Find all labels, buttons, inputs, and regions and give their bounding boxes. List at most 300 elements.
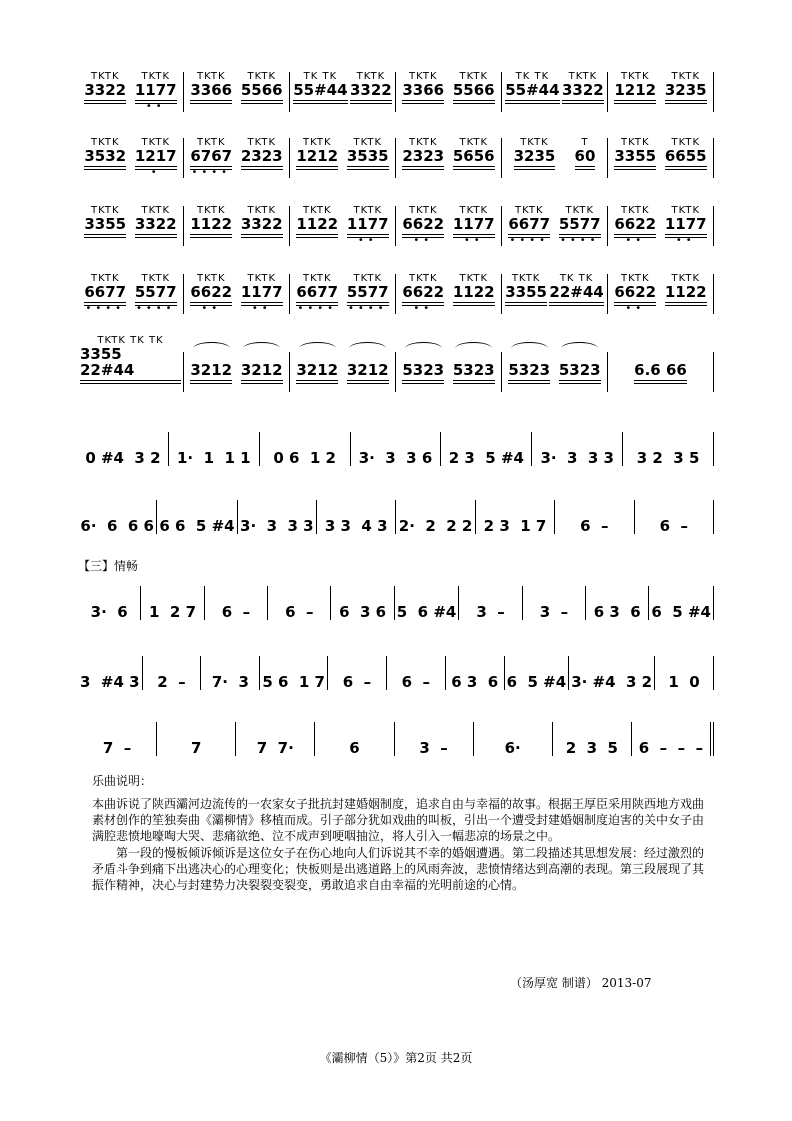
note-group	[665, 138, 707, 178]
note-numbers: 3355 22#44	[80, 345, 135, 379]
measure	[157, 500, 237, 534]
measure	[78, 500, 157, 534]
measure	[441, 432, 532, 466]
note-numbers: 7	[190, 739, 202, 757]
section-title: 【三】情畅	[78, 559, 139, 573]
measure	[205, 586, 268, 620]
note-group	[402, 274, 444, 314]
beam-line	[350, 101, 392, 104]
melody-row	[78, 722, 714, 756]
tonguing-label: TKTK	[565, 205, 595, 216]
beam-line	[190, 101, 232, 104]
note-group	[575, 138, 596, 178]
octave-dots: ••	[145, 101, 166, 112]
measure	[78, 274, 184, 314]
note-numbers: 1122	[664, 283, 707, 301]
note-group	[190, 274, 232, 314]
beam-line	[402, 167, 444, 170]
measure	[474, 722, 553, 756]
note-numbers: 5323	[452, 361, 495, 379]
beam-line	[241, 235, 283, 238]
tonguing-label: TKTK	[141, 205, 171, 216]
tonguing-label: TKTK	[408, 137, 438, 148]
beam-line	[559, 381, 601, 384]
tonguing-label: TKTK	[90, 137, 120, 148]
melody-row	[78, 656, 714, 690]
tonguing-label: TKTK	[302, 137, 332, 148]
tonguing-label: TKTK	[302, 273, 332, 284]
octave-dots: ••••	[509, 235, 550, 246]
note-numbers: 60	[574, 147, 596, 165]
beam-line	[190, 235, 232, 238]
note-group	[562, 72, 604, 112]
beam-line	[402, 381, 444, 384]
note-numbers: 2 3 5 #4	[448, 449, 524, 467]
beam-line	[505, 303, 547, 306]
note-numbers: 3212	[190, 361, 233, 379]
tonguing-label: TKTK	[459, 137, 489, 148]
arranger-credit: （汤厚宽 制谱） 2013-07	[510, 976, 652, 990]
note-group	[453, 72, 495, 112]
tonguing-label: TKTK	[671, 273, 701, 284]
note-numbers: 3322	[562, 81, 604, 99]
beam-line	[84, 235, 126, 238]
note-numbers: 6 –	[342, 673, 372, 691]
tonguing-label: TKTK	[90, 205, 120, 216]
note-group	[453, 274, 495, 314]
octave-dots: ••	[201, 303, 222, 314]
note-numbers: 1177	[240, 283, 283, 301]
note-group	[508, 206, 550, 246]
note-numbers: 6·	[504, 739, 521, 757]
octave-dots: ••	[357, 235, 378, 246]
tonguing-label: TKTK	[511, 273, 541, 284]
note-group	[84, 72, 126, 112]
beam-line	[293, 101, 347, 104]
notes-heading: 乐曲说明：	[92, 774, 153, 788]
tonguing-label: TKTK	[302, 205, 332, 216]
slur	[511, 342, 548, 355]
tonguing-label: TKTK	[514, 205, 544, 216]
note-numbers: 5566	[452, 81, 495, 99]
measure	[608, 274, 714, 314]
note-numbers: 6655	[664, 147, 707, 165]
octave-dots: ••••	[347, 303, 388, 314]
note-numbers: 7· 3	[211, 673, 249, 691]
tonguing-label: TKTK	[459, 71, 489, 82]
note-group	[402, 206, 444, 246]
measure	[502, 138, 608, 178]
note-numbers: 3· #4 3 2	[571, 673, 653, 691]
tonguing-label: TKTK	[196, 71, 226, 82]
notes-paragraph-1: 本曲诉说了陕西灞河边流传的一农家女子批抗封建婚姻制度，追求自由与幸福的故事。根据王厚臣采用陕西地方戏曲素材创作的笙独奏曲《灞柳情》移植而成。引子部分犹如戏曲的叫板，引出一个遭受封建婚姻制度迫害的关中女子由满腔悲愤地嚎啕大哭、悲痛欲绝、泣不成声到哽咽抽泣，将人引入一幅悲凉的场景之中。	[92, 797, 705, 843]
note-group	[402, 138, 444, 178]
note-group	[505, 72, 559, 112]
tonguing-label: TKTK	[671, 137, 701, 148]
note-numbers: 7 7·	[256, 739, 294, 757]
note-numbers: 0 6 1 2	[273, 449, 336, 467]
note-numbers: 3· 3 3 3	[240, 517, 314, 535]
note-numbers: 3· 3 3 6	[358, 449, 433, 467]
beam-line	[296, 235, 338, 238]
tonguing-label: TKTK	[196, 273, 226, 284]
note-numbers: 5566	[240, 81, 283, 99]
octave-dots: ••	[413, 303, 434, 314]
tonguing-label: TKTK TK TK	[97, 335, 164, 346]
tonguing-label: TKTK	[459, 205, 489, 216]
note-group	[190, 138, 232, 178]
note-numbers: 1122	[452, 283, 495, 301]
note-group	[135, 138, 177, 178]
measure	[184, 274, 290, 314]
measure	[78, 335, 184, 392]
measure	[143, 656, 202, 690]
note-group	[614, 138, 656, 178]
note-group	[296, 206, 338, 246]
measure	[290, 72, 396, 112]
beam-line	[634, 381, 687, 384]
note-numbers: 5323	[558, 361, 601, 379]
tonguing-label: TKTK	[196, 205, 226, 216]
tonguing-label: TKTK	[247, 71, 277, 82]
beam-line	[84, 167, 126, 170]
measure	[290, 206, 396, 246]
measure	[395, 586, 460, 620]
note-numbers: 6622	[402, 215, 445, 233]
note-numbers: 1177	[346, 215, 389, 233]
note-group	[508, 352, 550, 392]
beam-line	[453, 381, 495, 384]
note-numbers: 6 5 #4	[651, 603, 711, 621]
beam-line	[347, 167, 389, 170]
measure	[260, 432, 351, 466]
measure	[78, 432, 169, 466]
measure	[78, 206, 184, 246]
tonguing-label: TKTK	[247, 137, 277, 148]
note-numbers: 2 –	[157, 673, 186, 691]
note-group	[453, 206, 495, 246]
measure	[608, 206, 714, 246]
note-numbers: 3366	[190, 81, 233, 99]
octave-dots: •	[150, 167, 161, 178]
note-numbers: 6677	[84, 283, 127, 301]
tonguing-label: TKTK	[408, 205, 438, 216]
measure	[553, 722, 632, 756]
beam-line	[453, 303, 495, 306]
beam-line	[296, 167, 338, 170]
measure	[184, 352, 290, 392]
note-numbers: 6767	[190, 147, 233, 165]
note-numbers: 2323	[240, 147, 283, 165]
note-numbers: 3355	[84, 215, 127, 233]
melody-row	[78, 586, 714, 620]
measure	[351, 432, 442, 466]
slur	[349, 342, 386, 355]
note-numbers: 5323	[402, 361, 445, 379]
beam-line	[402, 101, 444, 104]
tk-row	[78, 335, 714, 392]
tonguing-label: TKTK	[247, 273, 277, 284]
note-numbers: 6622	[614, 283, 657, 301]
tonguing-label: TKTK	[620, 205, 650, 216]
tk-row	[78, 206, 714, 246]
tonguing-label: TKTK	[356, 71, 386, 82]
note-numbers: 1 2 7	[149, 603, 197, 621]
slur	[561, 342, 598, 355]
measure	[78, 656, 143, 690]
measure	[635, 500, 714, 534]
measure	[387, 656, 446, 690]
note-numbers: 5 6 #4	[396, 603, 457, 621]
measure	[238, 500, 317, 534]
measure	[268, 586, 331, 620]
measure	[532, 432, 623, 466]
note-group	[559, 352, 601, 392]
note-group	[241, 72, 283, 112]
note-numbers: 3535	[346, 147, 389, 165]
note-numbers: 5577	[558, 215, 601, 233]
beam-line	[614, 167, 656, 170]
beam-line	[562, 101, 604, 104]
note-group	[347, 274, 389, 314]
tonguing-label: TKTK	[141, 137, 171, 148]
note-numbers: 2 3 5	[565, 739, 618, 757]
octave-dots: ••	[625, 303, 646, 314]
note-group	[296, 138, 338, 178]
note-numbers: 7 –	[102, 739, 132, 757]
melody-row	[78, 500, 714, 534]
measure	[184, 206, 290, 246]
melody-row	[78, 432, 714, 466]
measure	[446, 656, 505, 690]
note-numbers: 3322	[84, 81, 127, 99]
measure	[78, 138, 184, 178]
tonguing-label: TKTK	[620, 273, 650, 284]
measure	[328, 656, 387, 690]
note-numbers: 2· 2 2 2	[398, 517, 473, 535]
tonguing-label: TKTK	[408, 71, 438, 82]
slur	[299, 342, 336, 355]
measure	[502, 352, 608, 392]
note-group	[402, 72, 444, 112]
measure	[396, 500, 475, 534]
note-numbers: 3322	[134, 215, 177, 233]
measure	[608, 352, 714, 392]
note-numbers: 55#44	[505, 81, 560, 99]
tk-row	[78, 72, 714, 112]
octave-dots: ••	[251, 303, 272, 314]
note-numbers: 5323	[508, 361, 551, 379]
note-numbers: 6622	[402, 283, 445, 301]
note-group	[402, 352, 444, 392]
measure	[396, 206, 502, 246]
note-group	[84, 274, 126, 314]
note-group	[634, 352, 687, 392]
measure	[569, 656, 655, 690]
note-group	[453, 138, 495, 178]
octave-dots: ••	[463, 235, 484, 246]
note-group	[559, 206, 601, 246]
tonguing-label: TKTK	[408, 273, 438, 284]
note-numbers: 3 –	[476, 603, 505, 621]
beam-line	[241, 101, 283, 104]
note-numbers: 1217	[134, 147, 177, 165]
note-numbers: 6 –	[221, 603, 251, 621]
tonguing-label: TKTK	[247, 205, 277, 216]
measure	[396, 72, 502, 112]
note-numbers: 6 5 #4	[506, 673, 567, 691]
beam-line	[190, 381, 232, 384]
note-numbers: 1212	[296, 147, 339, 165]
measure	[502, 274, 608, 314]
octave-dots: ••	[675, 235, 696, 246]
tk-row	[78, 138, 714, 178]
measure	[236, 722, 315, 756]
tonguing-label: TKTK	[141, 273, 171, 284]
measure	[623, 432, 714, 466]
tonguing-label: TKTK	[459, 273, 489, 284]
note-group	[80, 336, 181, 392]
tonguing-label: TKTK	[90, 273, 120, 284]
octave-dots: ••••	[559, 235, 600, 246]
note-group	[350, 72, 392, 112]
tonguing-label: TKTK	[620, 137, 650, 148]
note-numbers: 6 –	[659, 517, 688, 535]
measure	[201, 656, 260, 690]
note-numbers: 3212	[296, 361, 339, 379]
tonguing-label: TKTK	[671, 205, 701, 216]
note-group	[296, 274, 338, 314]
note-numbers: 6 –	[580, 517, 609, 535]
beam-line	[514, 167, 556, 170]
octave-dots: ••••	[85, 303, 126, 314]
note-numbers: 3 2 3 5	[636, 449, 700, 467]
note-numbers: 3532	[84, 147, 127, 165]
note-numbers: 3 –	[419, 739, 448, 757]
tonguing-label: TKTK	[141, 71, 171, 82]
note-numbers: 3322	[350, 81, 392, 99]
note-group	[614, 72, 656, 112]
note-numbers: 1177	[664, 215, 707, 233]
note-numbers: 1122	[190, 215, 233, 233]
measure	[169, 432, 260, 466]
note-numbers: 3366	[402, 81, 445, 99]
note-group	[241, 138, 283, 178]
measure	[396, 274, 502, 314]
tonguing-label: TK TK	[559, 273, 594, 284]
beam-line	[453, 167, 495, 170]
beam-line	[575, 167, 596, 170]
tk-row	[78, 274, 714, 314]
note-numbers: 1122	[296, 215, 339, 233]
note-group	[241, 206, 283, 246]
measure	[476, 500, 555, 534]
note-numbers: 0 #4 3 2	[85, 449, 161, 467]
tonguing-label: TKTK	[353, 137, 383, 148]
octave-dots: ••••	[135, 303, 176, 314]
note-numbers: 3· 3 3 3	[540, 449, 614, 467]
note-group	[84, 206, 126, 246]
beam-line	[665, 167, 707, 170]
beam-line	[241, 167, 283, 170]
tonguing-label: TK TK	[303, 71, 338, 82]
measure	[331, 586, 394, 620]
tonguing-label: TKTK	[568, 71, 598, 82]
note-numbers: 6 3 6	[339, 603, 387, 621]
note-numbers: 6 –	[401, 673, 430, 691]
note-numbers: 22#44	[549, 283, 604, 301]
note-numbers: 5 6 1 7	[262, 673, 325, 691]
octave-dots: ••	[625, 235, 646, 246]
note-numbers: 6677	[508, 215, 551, 233]
beam-line	[84, 101, 126, 104]
note-numbers: 6622	[190, 283, 233, 301]
note-numbers: 6 3 6	[593, 603, 641, 621]
note-group	[549, 274, 603, 314]
tonguing-label: TKTK	[671, 71, 701, 82]
beam-line	[241, 381, 283, 384]
measure	[396, 352, 502, 392]
measure	[157, 722, 236, 756]
note-numbers: 6 6 5 #4	[159, 517, 235, 535]
measure	[395, 722, 474, 756]
measure	[290, 138, 396, 178]
note-group	[505, 274, 547, 314]
note-numbers: 1212	[614, 81, 657, 99]
note-numbers: 3212	[346, 361, 389, 379]
tonguing-label: TKTK	[520, 137, 549, 148]
measure	[141, 586, 204, 620]
note-numbers: 5577	[346, 283, 389, 301]
beam-line	[347, 381, 389, 384]
measure	[502, 206, 608, 246]
note-numbers: 6.6 66	[634, 361, 687, 379]
note-group	[190, 72, 232, 112]
note-numbers: 55#44	[293, 81, 348, 99]
note-numbers: 1177	[452, 215, 495, 233]
tonguing-label: TKTK	[90, 71, 120, 82]
note-group	[293, 72, 347, 112]
note-group	[665, 206, 707, 246]
note-numbers: 1177	[134, 81, 177, 99]
page-footer: 《灞柳情（5）》第2页 共2页	[319, 1051, 473, 1065]
octave-dots: ••••	[297, 303, 338, 314]
measure	[184, 72, 290, 112]
slur	[193, 342, 230, 355]
beam-line	[614, 101, 656, 104]
measure	[184, 138, 290, 178]
note-numbers: 6 –	[285, 603, 314, 621]
note-numbers: 2 3 1 7	[483, 517, 547, 535]
beam-line	[80, 381, 181, 384]
note-numbers: 3235	[513, 147, 556, 165]
measure	[649, 586, 714, 620]
note-group	[614, 206, 656, 246]
note-group	[453, 352, 495, 392]
note-numbers: 3 3 4 3	[324, 517, 388, 535]
tonguing-label: TKTK	[353, 273, 383, 284]
measure	[608, 138, 714, 178]
note-numbers: 5656	[452, 147, 495, 165]
note-group	[84, 138, 126, 178]
beam-line	[549, 303, 603, 306]
note-numbers: 5577	[134, 283, 177, 301]
note-numbers: 3235	[664, 81, 707, 99]
note-numbers: 3355	[505, 283, 547, 301]
measure	[523, 586, 586, 620]
octave-dots: ••	[413, 235, 434, 246]
beam-line	[508, 381, 550, 384]
